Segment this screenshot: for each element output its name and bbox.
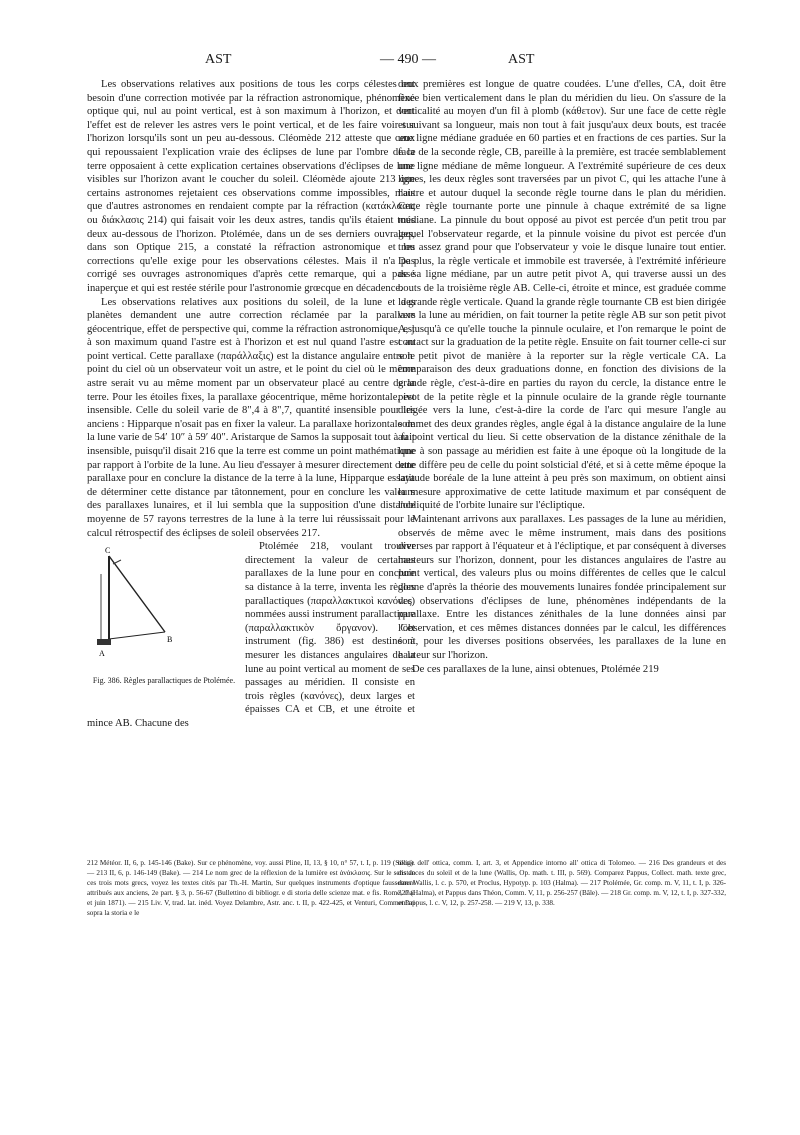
rule-cb bbox=[109, 556, 165, 632]
page-number: — 490 — bbox=[380, 52, 436, 67]
footnotes-left bbox=[87, 858, 415, 918]
label-c: C bbox=[105, 546, 111, 556]
running-header bbox=[0, 52, 800, 72]
paragraph-ptolemy-rules: Ptolémée 218, voulant trouver directement la valeur de certaines parallaxes de la lune pour en conclure sa distance à la terre, inventa les règles parallactiques (παραλλακτικοὶ κανόνες) nommées aussi instrument parallactique (παραλλακτικὸν ὄργανον). Cet instrument (fig. 386) est destiné à mesurer les distances angulaires de la lune au point vertical au moment de ses passages au méridien. Il consiste en trois règles (κανόνες), deux larges et épaisses CA et CB, et une étroite et mince AB. Chacune des bbox=[87, 541, 415, 729]
paragraph-rules-description: deux premières est longue de quatre coudées. L'une d'elles, CA, doit être fixée bien verticalement dans le plan du méridien du lieu. On s'assure de la verticalité au moyen d'un fil à plomb (κάθετον). Sur une face de cette règle et suivant sa longueur, mais non tout à fait jusqu'aux deux bouts, est tracée une ligne médiane graduée en 60 parties et en fractions de ces parties. Sur la face de la seconde règle, CB, pareille à la première, est tracée semblablement une ligne médiane de même longueur. A l'extrémité supérieure de ces deux lignes, les deux règles sont traversées par un pivot C, qui les attache l'une à l'autre et autour duquel la seconde règle tourne dans le plan du méridien. Cette règle tournante porte une pinnule à chaque extrémité de sa ligne médiane. La pinnule du bout opposé au pivot est percée d'un petit trou par lequel l'observateur regarde, et la pinnule voisine du pivot est percée d'un trou assez grand pour que l'observateur y voie le disque lunaire tout entier. De plus, la règle verticale et immobile est traversée, à l'extrémité inférieure de sa ligne médiane, par un autre petit pivot A, qui traverse aussi un des bouts de la troisième règle AB. Celle-ci, étroite et mince, est graduée comme la grande règle verticale. Quand la grande règle tournante CB est bien dirigée vers la lune au méridien, on fait tourner la petite règle AB sur son petit pivot A, jusqu'à ce qu'elle touche la pinnule oculaire, et l'on remarque le point de contact sur la graduation de la petite règle. Ensuite on fait tourner celle-ci sur son petit pivot de manière à la reporter sur la règle verticale CA. La comparaison des deux graduations donne, en fonction des divisions de la grande règle, c'est-à-dire en parties du rayon du cercle, la distance entre le pivot de la petite règle et la pinnule oculaire de la grande règle tournante dirigée vers la lune, c'est-à-dire la corde de l'arc qui mesure l'angle au sommet des deux grandes règles, angle égal à la distance angulaire de la lune au point vertical du lieu. Si cette observation de la distance zénithale de la lune à son passage au méridien est faite à une époque où la longitude de la lune diffère peu de celle du point solsticial d'été, et si à cette même époque la latitude boréale de la lune atteint à peu près son maximum, on obtient ainsi la mesure approximative de cette latitude maximum et par conséquent de l'obliquité de l'orbite lunaire sur l'écliptique. bbox=[398, 79, 726, 512]
label-a: A bbox=[99, 649, 105, 659]
base-block bbox=[97, 639, 111, 645]
figure-caption: Fig. 386. Règles parallactiques de Ptolémée. bbox=[92, 676, 236, 686]
footnotes-right bbox=[398, 858, 726, 908]
parallactic-rules-drawing bbox=[87, 544, 237, 674]
paragraph-parallaxes: Maintenant arrivons aux parallaxes. Les passages de la lune au méridien, observés de même avec le même instrument, mais dans des positions diverses par rapport à l'équateur et à l'écliptique, et par conséquent à diverses hauteurs sur l'horizon, donnent, pour les distances angulaires de l'astre au point vertical, des valeurs plus ou moins différentes de celles que le calcul donne d'après la théorie des mouvements lunaires fondée principalement sur des observations d'éclipses de lune, phénomènes indépendants de la parallaxe. Entre les distances zénithales de la lune données ainsi par l'observation, et ces mêmes distances données par le calcul, les différences sont, pour les diverses positions observées, les parallaxes de la lune en hauteur sur l'horizon. bbox=[398, 514, 726, 661]
rule-ab bbox=[109, 632, 165, 639]
left-column bbox=[87, 78, 415, 848]
figure-386 bbox=[87, 544, 237, 704]
paragraph-parallax: Les observations relatives aux positions du soleil, de la lune et des planètes demandent une autre correction réclamée par la parallaxe géocentrique, effet de perspective qui, comme la réfraction astronomique, est à son maximum quand l'astre est à l'horizon et est nul quand l'astre est au point vertical. Cette parallaxe (παράλλαξις) est la distance angulaire entre le point du ciel où un observateur voit un astre, et le point du ciel où le même astre serait vu au même moment par un observateur placé au centre de la terre. Pour les étoiles fixes, la parallaxe géocentrique, même horizontale, est insensible. Celle du soleil varie de 8",4 à 8",7, quantité insensible pour les anciens : Hipparque n'osait pas en fixer la valeur. La parallaxe horizontale de la lune varie de 54′ 10″ à 59′ 40″. Aristarque de Samos la supposait tout à fait insensible, puisqu'il disait 216 que la terre est comme un point mathématique par rapport à l'orbite de la lune. Au lieu d'essayer à mesurer directement cette parallaxe pour en conclure la distance de la terre à la lune, Hipparque essaya de déterminer cette distance par tâtonnement, pour en conclure les valeurs des parallaxes lunaires, et il lui sembla que la supposition d'une distance moyenne de 57 rayons terrestres de la lune à la terre lui réussissait pour le calcul rétrospectif des éclipses de soleil observées 217. bbox=[87, 296, 415, 539]
footnote-text-right: teorie dell' ottica, comm. I, art. 3, et Appendice intorno all' ottica di Tolomeo. — 216 Des grandeurs et des distances du soleil et de la lune (Wallis, Op. math. t. III, p. 569). Comparez Pappus, Collect. math. texte grec, dans Wallis, l. c. p. 570, et Proclus, Hypotyp. p. 103 (Halma). — 217 Ptolémée, Gr. comp. m. V, 11, t. I, p. 326-327 (Halma), et Pappus dans Théon, Comm. V, 11, p. 256-257 (Bâle). — 218 Gr. comp. m. V, 12, t. I, p. 327-332, et Pappus, l. c. V, 12, p. 257-258. — 219 V, 13, p. 338. bbox=[398, 859, 726, 907]
footnote-text-left: 212 Météor. II, 6, p. 145-146 (Bake). Sur ce phénomène, voy. aussi Pline, II, 13, § 10, n° 57, t. I, p. 119 (Sillig). — 213 II, 6, p. 146-149 (Bake). — 214 Le nom grec de la réflexion de la lumière est ἀνάκλασις. Sur le sens de ces trois mots grecs, voyez les textes cités par Th.-H. Martin, Sur quelques instruments d'optique faussement attribués aux anciens, 2e part. § 3, p. 56-67 (Bullettino di bibliogr. e di storia delle scienze mat. e fis. Rome, mai et juin 1871). — 215 Liv. V, trad. lat. inéd. Voyez Delambre, Astr. anc. t. II, p. 422-425, et Venturi, Commentari sopra la storia e le bbox=[87, 859, 415, 917]
paragraph-conclusion: De ces parallaxes de la lune, ainsi obtenues, Ptolémée 219 bbox=[412, 663, 659, 675]
paragraph-refraction: Les observations relatives aux positions de tous les corps célestes ont besoin d'une correction motivée par la réfraction astronomique, phénomène optique qui, nul au point vertical, est à son maximum à l'horizon, et dont l'effet est de relever les astres vers le point vertical, et de les faire voir sur l'horizon lorsqu'ils sont un peu au-dessous. Cléomède 212 atteste que ceux qui repoussaient l'explication vraie des éclipses de lune par l'ombre de la terre opposaient à cette explication certaines observations d'éclipses de lune visibles sur l'horizon avant le coucher du soleil. Cléomède ajoute 213 que certains astronomes rejetaient ces observations comme impossibles, mais que d'autres astronomes en rendaient compte par la réfraction (κατάκλασις ou διάκλασις 214) qui faisait voir les deux astres, tandis qu'ils étaient tous deux au-dessous de l'horizon. Ptolémée, dans un de ses derniers ouvrages, dans son Optique 215, a constaté la réfraction astronomique et les corrections qu'elle exige pour les observations célestes. Mais il n'a pas corrigé ses ouvrages astronomiques d'après cette remarque, qui a passé inaperçue et qui est restée stérile pour l'astronomie grœcque en décadence. bbox=[87, 79, 415, 294]
header-left-word: AST bbox=[205, 52, 232, 67]
right-column bbox=[398, 78, 726, 848]
header-right-word: AST bbox=[508, 52, 535, 67]
label-b: B bbox=[167, 635, 173, 645]
